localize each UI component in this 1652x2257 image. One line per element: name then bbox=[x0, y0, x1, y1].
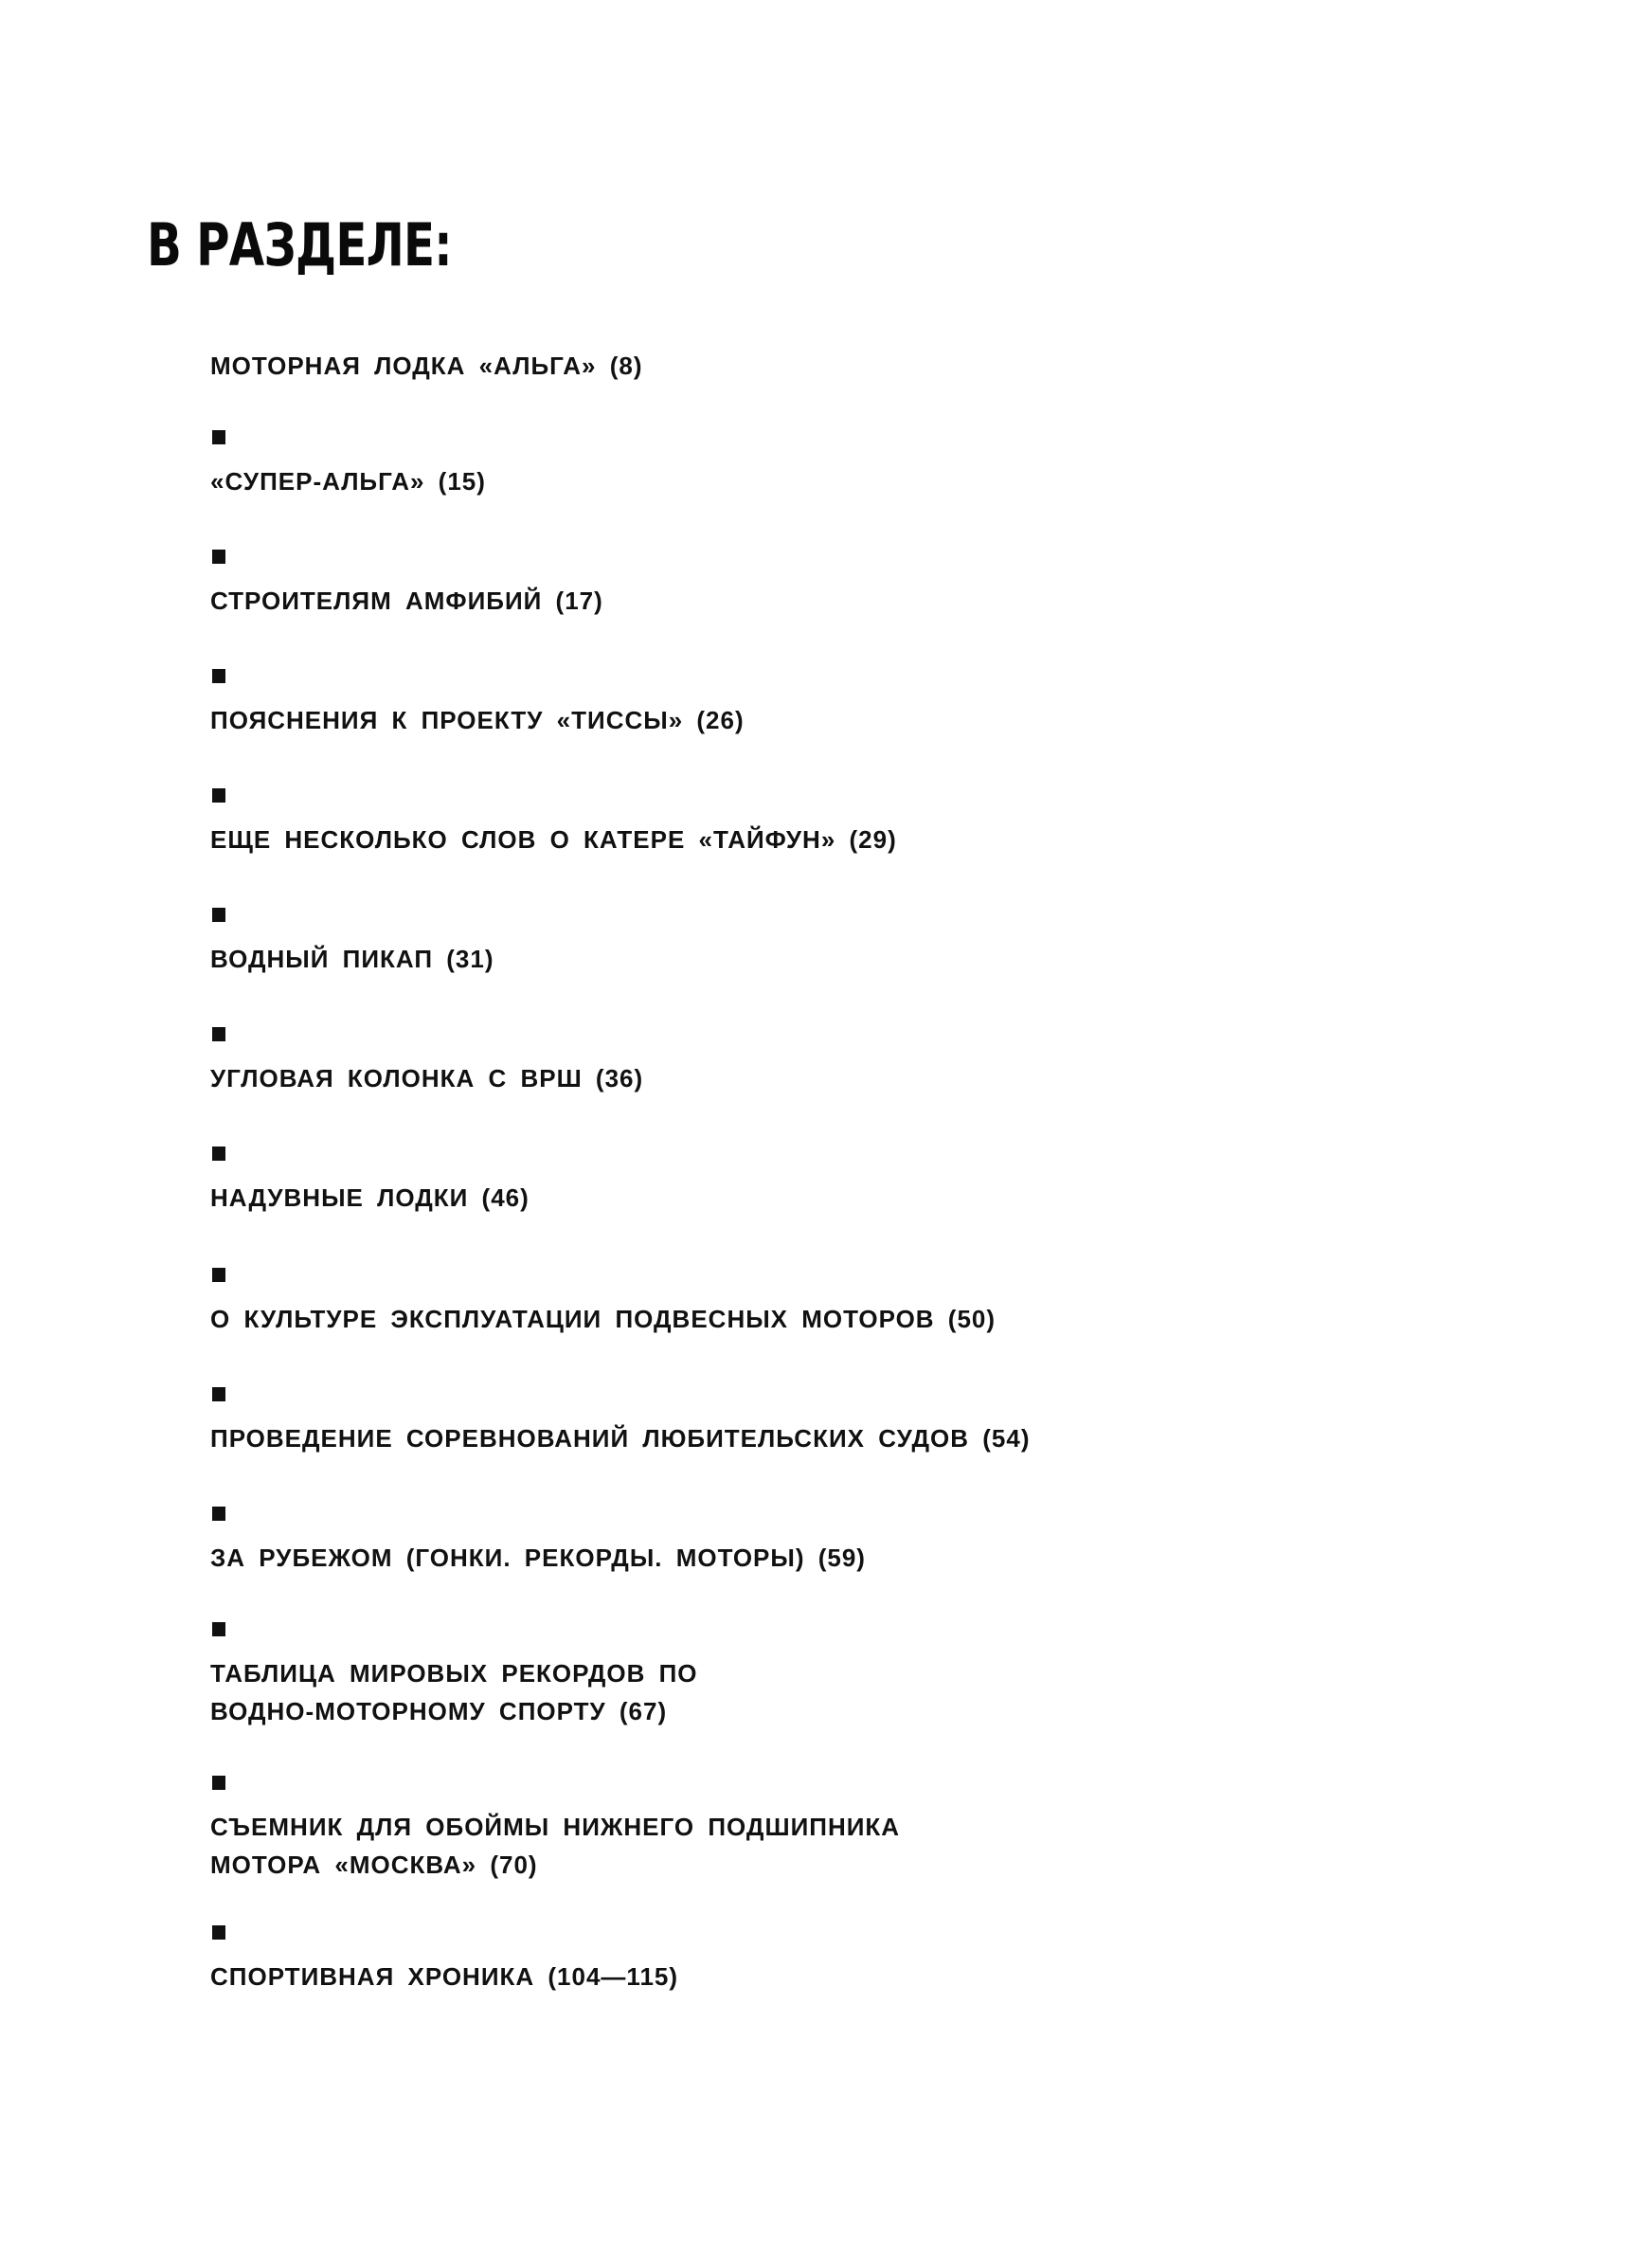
square-bullet-icon bbox=[212, 1776, 225, 1790]
square-bullet-icon bbox=[212, 1027, 225, 1041]
toc-entry-title: ЕЩЕ НЕСКОЛЬКО СЛОВ О КАТЕРЕ «ТАЙФУН» (29) bbox=[210, 825, 897, 854]
square-bullet-icon bbox=[212, 788, 225, 803]
toc-entry-title: О КУЛЬТУРЕ ЭКСПЛУАТАЦИИ ПОДВЕСНЫХ МОТОРОВ (50) bbox=[210, 1305, 997, 1333]
toc-entry-title: НАДУВНЫЕ ЛОДКИ (46) bbox=[210, 1183, 530, 1212]
square-bullet-icon bbox=[212, 908, 225, 922]
square-bullet-icon bbox=[212, 430, 225, 444]
toc-entry-title: СТРОИТЕЛЯМ АМФИБИЙ (17) bbox=[210, 587, 603, 615]
toc-entry-title: ПОЯСНЕНИЯ К ПРОЕКТУ «ТИССЫ» (26) bbox=[210, 706, 745, 734]
toc-entry-title: СЪЕМНИК ДЛЯ ОБОЙМЫ НИЖНЕГО ПОДШИПНИКА bbox=[210, 1813, 901, 1841]
toc-entry-title: СПОРТИВНАЯ ХРОНИКА (104—115) bbox=[210, 1962, 679, 1991]
square-bullet-icon bbox=[212, 1147, 225, 1161]
square-bullet-icon bbox=[212, 1268, 225, 1282]
toc-entry-title-continued: МОТОРА «МОСКВА» (70) bbox=[210, 1851, 538, 1879]
toc-entry-title: ЗА РУБЕЖОМ (ГОНКИ. РЕКОРДЫ. МОТОРЫ) (59) bbox=[210, 1544, 866, 1572]
section-heading: В РАЗДЕЛЕ: bbox=[147, 210, 452, 280]
toc-entry-title: «СУПЕР-АЛЬГА» (15) bbox=[210, 467, 486, 496]
square-bullet-icon bbox=[212, 1622, 225, 1636]
toc-entry-title: МОТОРНАЯ ЛОДКА «АЛЬГА» (8) bbox=[210, 352, 643, 380]
square-bullet-icon bbox=[212, 550, 225, 564]
square-bullet-icon bbox=[212, 1507, 225, 1521]
square-bullet-icon bbox=[212, 1925, 225, 1940]
square-bullet-icon bbox=[212, 1387, 225, 1401]
toc-entry-title: ПРОВЕДЕНИЕ СОРЕВНОВАНИЙ ЛЮБИТЕЛЬСКИХ СУДОВ (54) bbox=[210, 1424, 1031, 1453]
toc-entry-title: ТАБЛИЦА МИРОВЫХ РЕКОРДОВ ПО bbox=[210, 1659, 698, 1688]
square-bullet-icon bbox=[212, 669, 225, 683]
toc-entry-title: УГЛОВАЯ КОЛОНКА С ВРШ (36) bbox=[210, 1064, 644, 1092]
toc-entry-title-continued: ВОДНО-МОТОРНОМУ СПОРТУ (67) bbox=[210, 1697, 668, 1725]
toc-entry-title: ВОДНЫЙ ПИКАП (31) bbox=[210, 945, 494, 973]
